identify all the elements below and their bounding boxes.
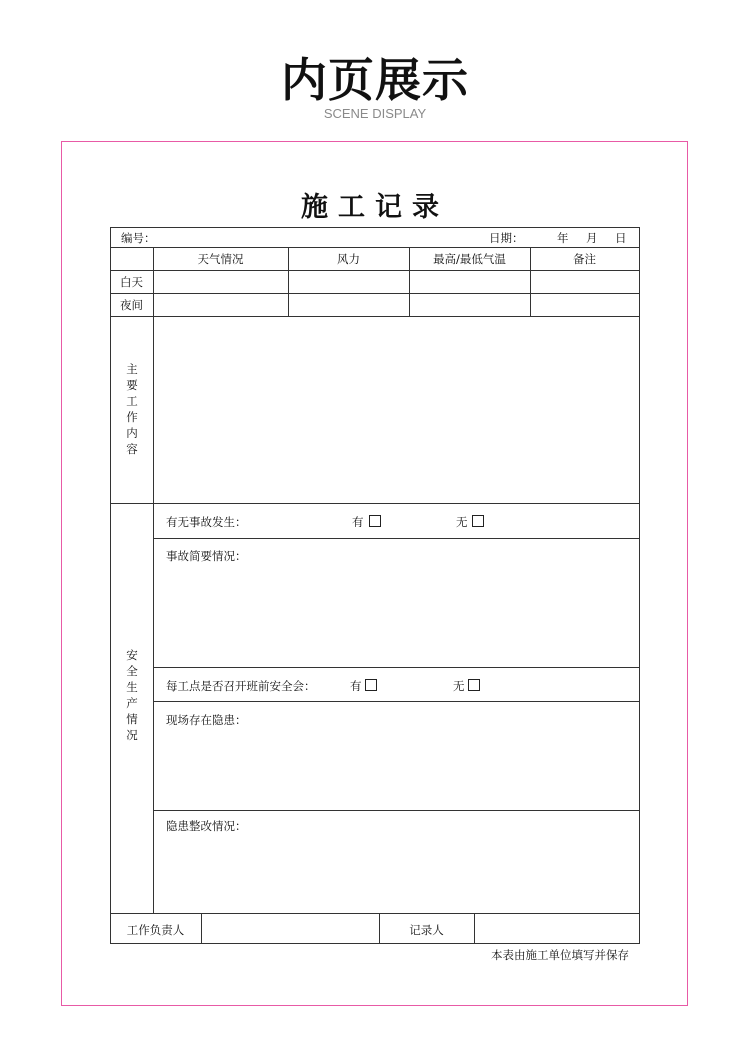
meeting-question: 每工点是否召开班前安全会：	[166, 679, 316, 693]
accident-yes-checkbox[interactable]	[369, 515, 381, 527]
page-title: 内页展示	[281, 53, 469, 107]
row-daytime: 白天	[120, 275, 143, 289]
meeting-no-checkbox[interactable]	[468, 679, 480, 691]
row-night: 夜间	[120, 298, 143, 312]
meeting-yes-label: 有	[350, 679, 362, 693]
col-temperature: 最高/最低气温	[433, 252, 506, 266]
col-remarks: 备注	[573, 252, 596, 266]
number-label: 编号：	[121, 231, 156, 245]
hazard-label: 现场存在隐患：	[166, 713, 247, 727]
recorder-label: 记录人	[409, 923, 444, 937]
meeting-yes-checkbox[interactable]	[365, 679, 377, 691]
page-subtitle: SCENE DISPLAY	[323, 106, 427, 121]
accident-no-label: 无	[456, 515, 468, 529]
date-day-label: 日	[615, 231, 627, 245]
safety-label: 安 全 生 产 情 况	[126, 648, 138, 742]
col-weather: 天气情况	[197, 252, 244, 266]
accident-yes-label: 有	[352, 515, 364, 529]
col-wind: 风力	[337, 252, 360, 266]
form-title: 施工记录	[301, 192, 449, 223]
rectify-label: 隐患整改情况：	[166, 819, 247, 833]
footer-note: 本表由施工单位填写并保存	[491, 948, 629, 962]
date-label: 日期：	[489, 231, 524, 245]
date-month-label: 月	[586, 231, 598, 245]
responsible-label: 工作负责人	[126, 923, 185, 937]
main-work-label: 主 要 工 作 内 容	[126, 362, 138, 456]
accident-brief-label: 事故简要情况：	[166, 549, 247, 563]
meeting-no-label: 无	[453, 679, 465, 693]
accident-question: 有无事故发生：	[166, 515, 247, 529]
date-year-label: 年	[557, 231, 569, 245]
accident-no-checkbox[interactable]	[472, 515, 484, 527]
